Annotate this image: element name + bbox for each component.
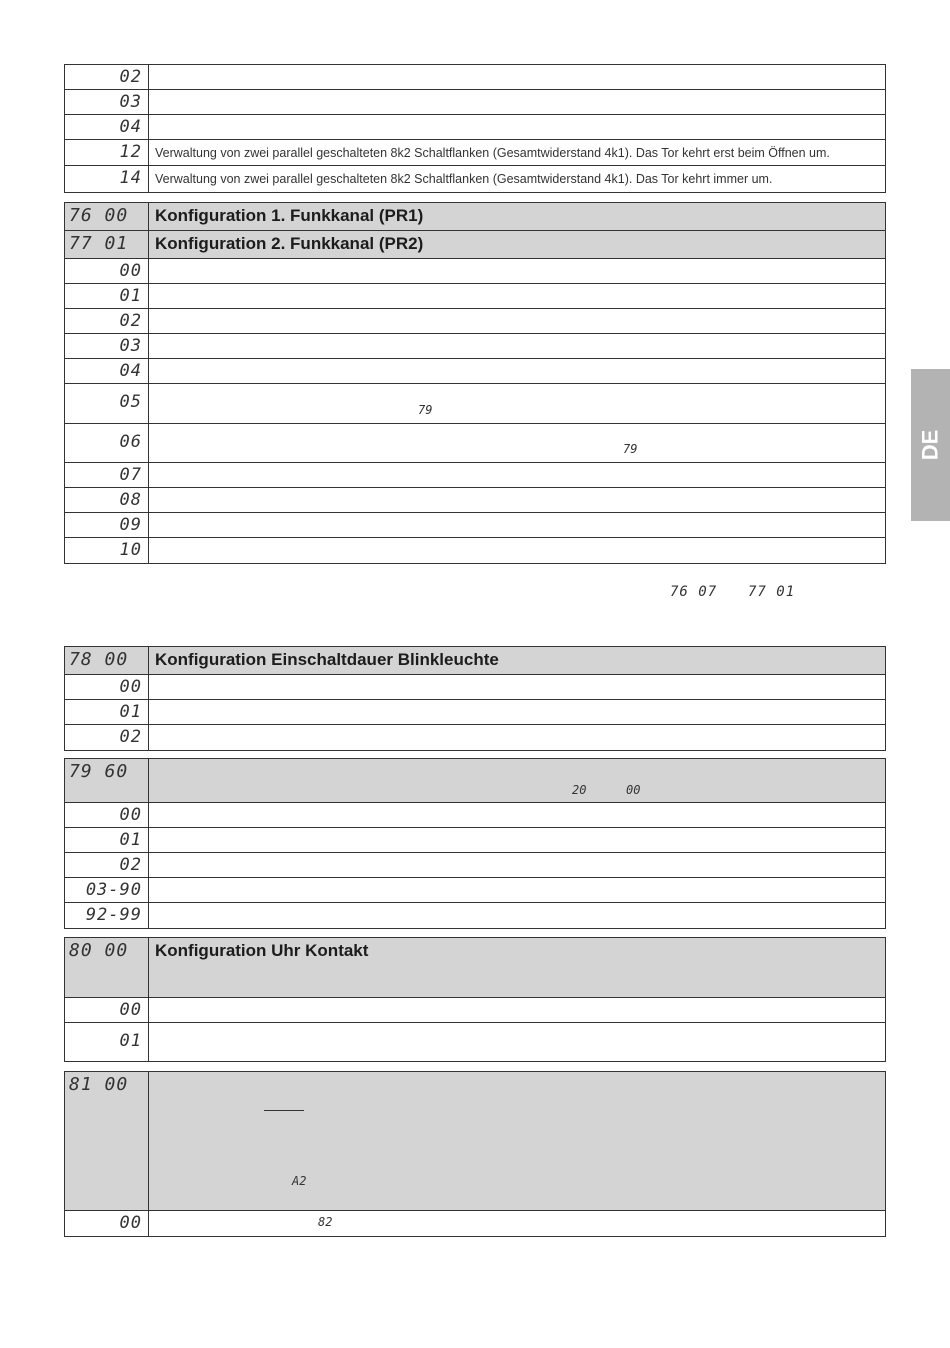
option-code: 01 (65, 828, 149, 852)
inline-code: A2 (292, 1174, 307, 1188)
table-header-row (65, 759, 885, 803)
option-code: 01 (65, 1023, 149, 1061)
note-code: 76 07 (670, 584, 718, 600)
param-code: 79 60 (65, 759, 149, 802)
option-code: 04 (65, 359, 149, 383)
inline-code: 82 (318, 1215, 333, 1229)
table-row (65, 140, 885, 166)
option-code: 02 (65, 65, 149, 89)
option-text (149, 115, 885, 139)
table-flasher-config (64, 646, 886, 751)
table-row (65, 513, 885, 538)
option-text: Verwaltung von zwei parallel geschalteten 8k2 Schaltflanken (Gesamtwiderstand 4k1). Das Tor kehrt erst beim Öffnen um. (155, 145, 830, 160)
option-code: 01 (65, 700, 149, 724)
inline-code: 79 (418, 403, 433, 417)
param-code: 77 01 (65, 231, 149, 258)
table-header-row (65, 1072, 885, 1211)
param-code: 78 00 (65, 647, 149, 674)
language-tab (911, 369, 950, 521)
table-row (65, 853, 885, 878)
param-code: 80 00 (65, 938, 149, 997)
table-row (65, 334, 885, 359)
option-code: 03-90 (65, 878, 149, 902)
table-row (65, 65, 885, 90)
table-row (65, 166, 885, 192)
table-row (65, 359, 885, 384)
option-code: 00 (65, 259, 149, 283)
param-title: Konfiguration 1. Funkkanal (PR1) (155, 206, 424, 225)
option-code: 92-99 (65, 903, 149, 928)
param-code: 76 00 (65, 203, 149, 230)
table-81-config (64, 1071, 886, 1237)
table-row (65, 725, 885, 750)
inline-code: 79 (623, 442, 638, 456)
table-header-row (65, 938, 885, 998)
option-code: 00 (65, 998, 149, 1022)
option-code: 10 (65, 538, 149, 563)
table-row (65, 90, 885, 115)
table-row (65, 384, 885, 424)
param-title: Konfiguration 2. Funkkanal (PR2) (155, 234, 424, 253)
table-row (65, 424, 885, 463)
table-radio-channels (64, 202, 886, 564)
option-code: 02 (65, 309, 149, 333)
option-code: 00 (65, 675, 149, 699)
option-text (149, 90, 885, 114)
inline-code: 20 (572, 783, 587, 797)
option-text (149, 65, 885, 89)
option-code: 07 (65, 463, 149, 487)
option-code: 01 (65, 284, 149, 308)
table-row (65, 878, 885, 903)
table-row (65, 538, 885, 563)
option-code: 02 (65, 853, 149, 877)
param-title: Konfiguration Einschaltdauer Blinkleuchte (155, 650, 499, 669)
language-tab-label: DE (917, 429, 943, 461)
option-code: 06 (65, 424, 149, 462)
table-row (65, 803, 885, 828)
option-code: 03 (65, 90, 149, 114)
table-row (65, 259, 885, 284)
table-row (65, 700, 885, 725)
inline-code: 00 (626, 783, 641, 797)
note-code: 77 01 (748, 584, 796, 600)
option-code: 12 (65, 140, 149, 165)
table-row (65, 998, 885, 1023)
table-header-row (65, 647, 885, 675)
underline-mark (264, 1110, 304, 1111)
option-code: 08 (65, 488, 149, 512)
table-79-config (64, 758, 886, 929)
table-row (65, 675, 885, 700)
table-clock-contact (64, 937, 886, 1062)
param-title: Konfiguration Uhr Kontakt (155, 941, 369, 960)
table-header-row (65, 203, 885, 231)
table-row (65, 284, 885, 309)
option-code: 05 (65, 384, 149, 423)
table-header-row (65, 231, 885, 259)
option-code: 03 (65, 334, 149, 358)
table-row (65, 488, 885, 513)
table-input-config (64, 64, 886, 193)
table-row (65, 463, 885, 488)
param-code: 81 00 (65, 1072, 149, 1210)
option-code: 00 (65, 1211, 149, 1236)
table-row (65, 115, 885, 140)
option-code: 14 (65, 166, 149, 192)
table-row (65, 1023, 885, 1061)
option-code: 09 (65, 513, 149, 537)
table-row (65, 828, 885, 853)
option-text: Verwaltung von zwei parallel geschalteten 8k2 Schaltflanken (Gesamtwiderstand 4k1). Das Tor kehrt immer um. (155, 172, 773, 186)
table-row (65, 1211, 885, 1236)
option-code: 00 (65, 803, 149, 827)
option-code: 02 (65, 725, 149, 750)
table-row (65, 309, 885, 334)
option-code: 04 (65, 115, 149, 139)
table-row (65, 903, 885, 928)
